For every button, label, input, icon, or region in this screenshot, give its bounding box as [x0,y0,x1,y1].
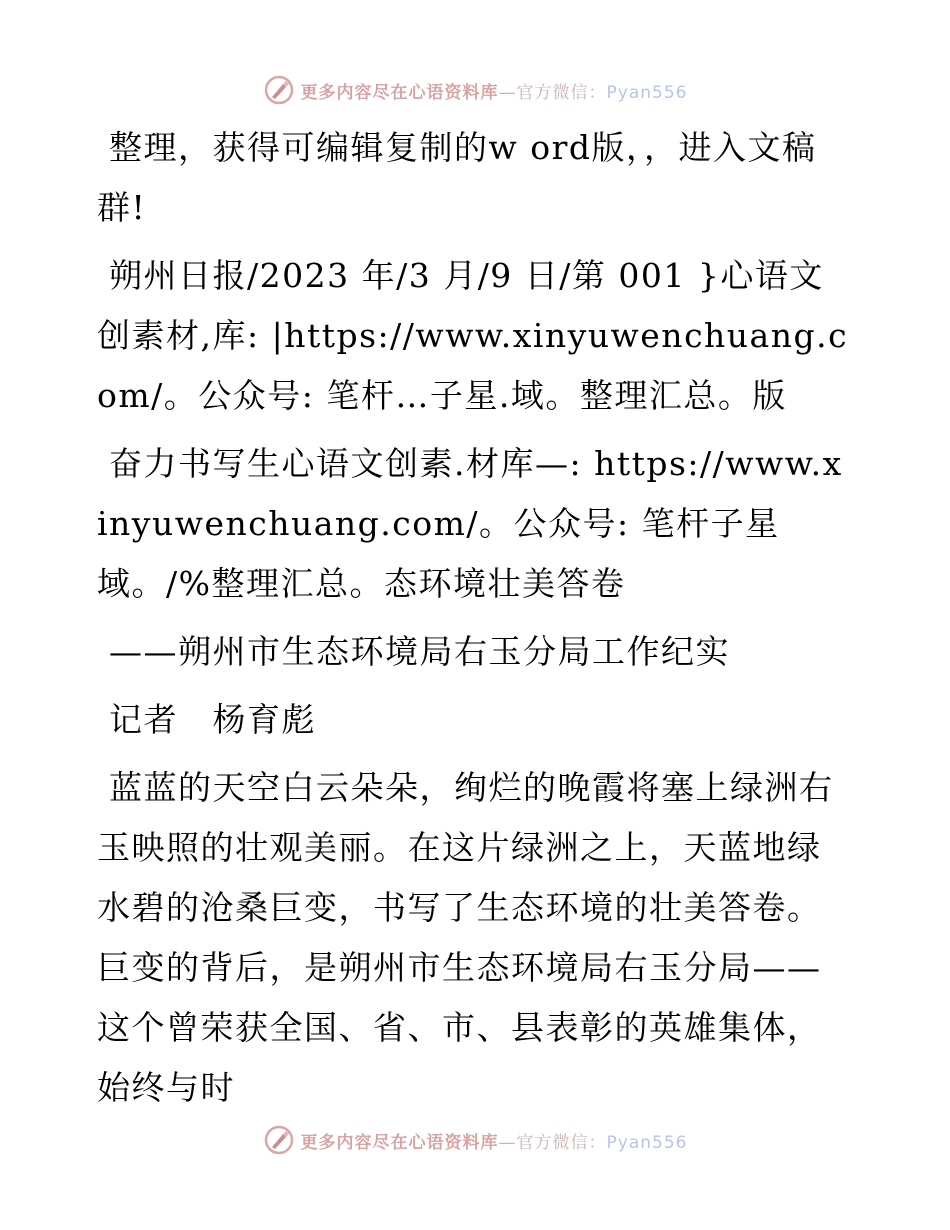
watermark-text: 更多内容尽在心语资料库—官方微信：Pyan556 [300,82,688,103]
pen-logo-icon [263,1124,295,1156]
paragraph-title: 奋力书写生心语文创素.材库—: https://www.xinyuwenchuang.com/。公众号: 笔杆子星域。/%整理汇总。态环境壮美答卷 [97,444,843,603]
paragraph-byline: 记者 杨育彪 [109,700,316,739]
pen-logo-icon [263,74,295,106]
paragraph-intro: 整理，获得可编辑复制的w ord版，，进入文稿群! [97,128,817,227]
watermark-text: 更多内容尽在心语资料库—官方微信：Pyan556 [300,1132,688,1153]
document-body [97,118,852,1126]
header-watermark-banner [0,72,950,108]
footer-watermark-banner [0,1122,950,1158]
paragraph-body: 蓝蓝的天空白云朵朵，绚烂的晚霞将塞上绿洲右玉映照的壮观美丽。在这片绿洲之上，天蓝地绿水碧的沧桑巨变，书写了生态环境的壮美答卷。巨变的背后，是朔州市生态环境局右玉分局——这个曾荣获全国、省、市、县表彰的英雄集体，始终与时 [97,768,834,1107]
paragraph-subtitle: ——朔州市生态环境局右玉分局工作纪实 [109,632,730,671]
paragraph-source: 朔州日报/2023 年/3 月/9 日/第 001 }心语文创素材,库: |https://www.xinyuwenchuang.com/。公众号: 笔杆…子星.域。整理汇总。版 [97,256,849,415]
